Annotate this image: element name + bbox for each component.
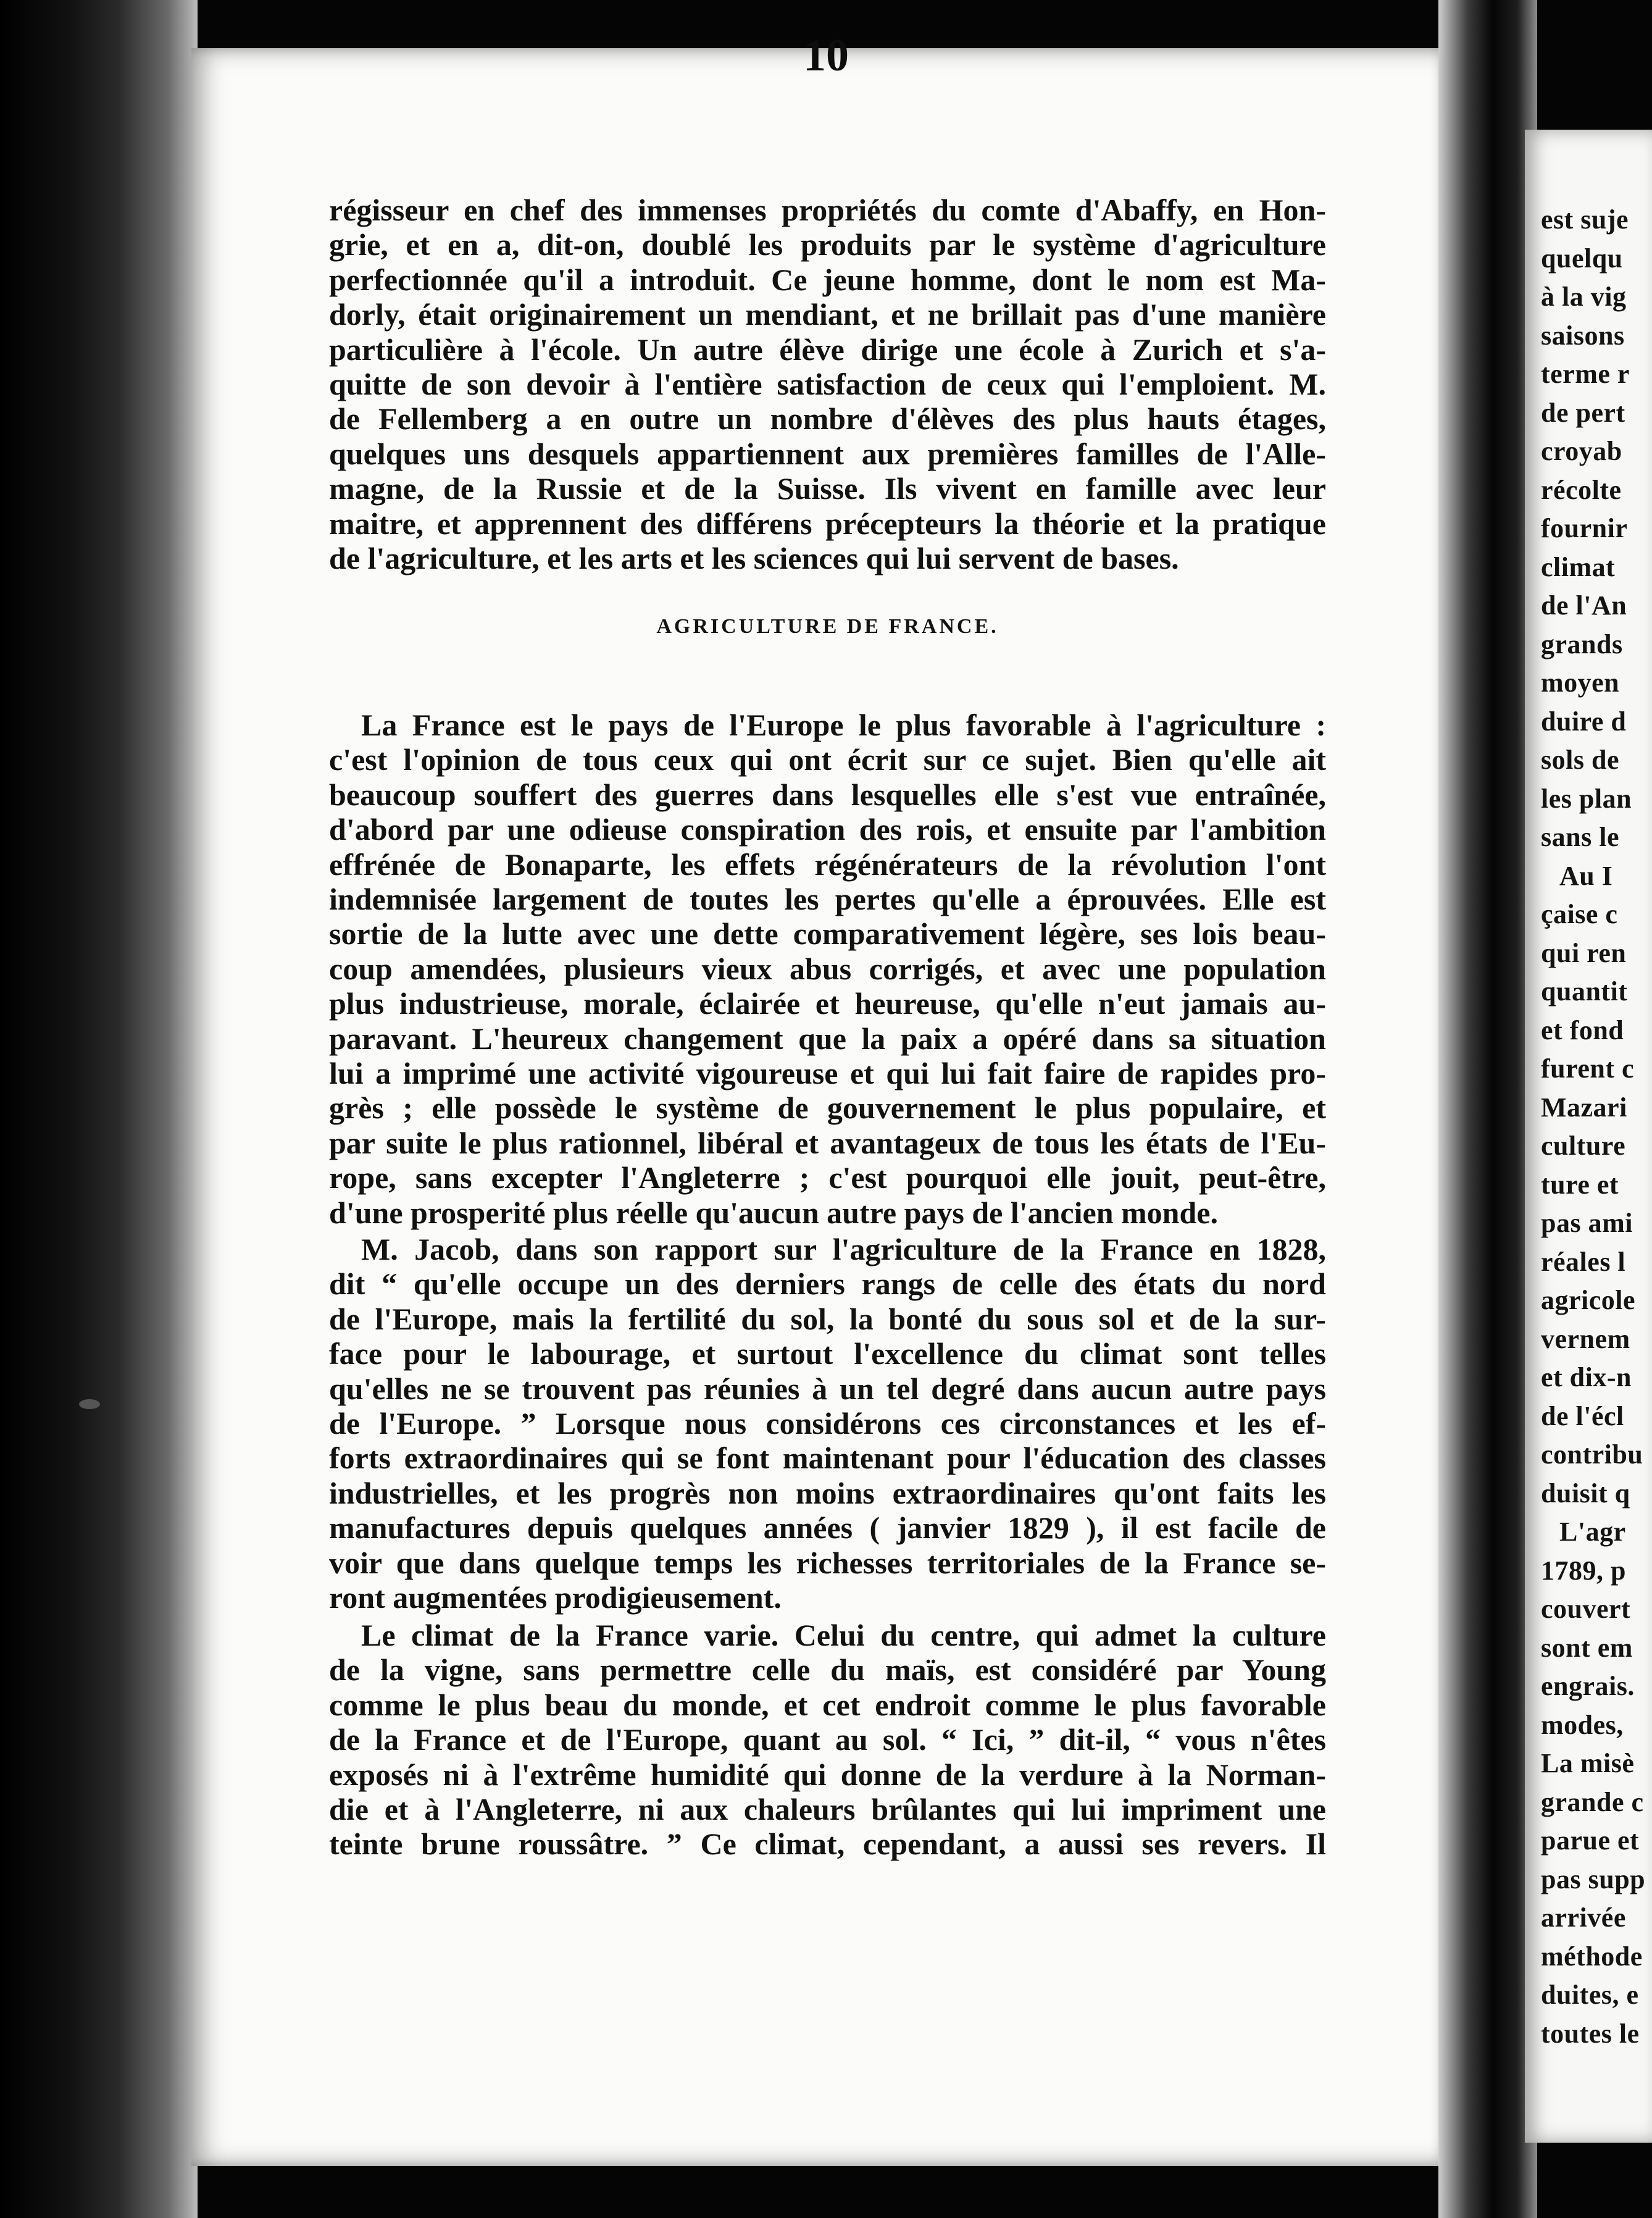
text-line: lui a imprimé une activité vigoureuse et qui lui fait faire de rapides pro-: [329, 1056, 1326, 1090]
text-line: magne, de la Russie et de la Suisse. Ils vivent en famille avec leur: [329, 471, 1326, 506]
next-page-text-fragment: vernem: [1541, 1323, 1630, 1354]
text-line: forts extraordinaires qui se font maintenant pour l'éducation des classes: [329, 1441, 1326, 1476]
next-page-text-fragment: toutes le: [1541, 2018, 1640, 2049]
text-line: qu'elles ne se trouvent pas réunies à un tel degré dans aucun autre pays: [329, 1371, 1326, 1406]
next-page-text-fragment: quelqu: [1541, 243, 1623, 274]
text-line: de l'Europe. ” Lorsque nous considérons ces circonstances et les ef-: [329, 1406, 1326, 1441]
next-page-text-fragment: pas ami: [1541, 1208, 1633, 1238]
next-page-text-fragment: les plan: [1541, 783, 1632, 814]
next-page-text-fragment: grands: [1541, 629, 1623, 659]
text-line: effrénée de Bonaparte, les effets régénérateurs de la révolution l'ont: [329, 847, 1326, 882]
next-page-text-fragment: couvert: [1541, 1594, 1631, 1624]
next-page-text-fragment: récolte: [1541, 474, 1622, 505]
text-line: La France est le pays de l'Europe le plus favorable à l'agriculture :: [361, 708, 1326, 742]
next-page-text-fragment: Mazari: [1541, 1092, 1627, 1123]
text-line: de Fellemberg a en outre un nombre d'élèves des plus hauts étages,: [329, 401, 1326, 437]
next-page-text-fragment: engrais.: [1541, 1671, 1635, 1701]
next-page-text-fragment: culture: [1541, 1131, 1626, 1161]
text-line: de la vigne, sans permettre celle du maïs, est considéré par Young: [329, 1652, 1326, 1688]
scan-speck: [79, 1399, 100, 1409]
next-page-text-fragment: L'agr: [1559, 1517, 1626, 1547]
next-page-text-fragment: fournir: [1541, 513, 1628, 543]
next-page-text-fragment: moyen: [1541, 667, 1620, 698]
book-binding-shadow: [0, 0, 198, 2218]
next-page-text-fragment: est suje: [1541, 204, 1629, 235]
text-line: perfectionnée qu'il a introduit. Ce jeune homme, dont le nom est Ma-: [329, 262, 1326, 297]
text-line: dit “ qu'elle occupe un des derniers rangs de celle des états du nord: [329, 1266, 1326, 1302]
text-line: die et à l'Angleterre, ni aux chaleurs brûlantes qui lui impriment une: [329, 1792, 1326, 1827]
next-page-text-fragment: furent c: [1541, 1053, 1635, 1084]
next-page-text-fragment: pas supp: [1541, 1864, 1646, 1894]
next-page-text-fragment: duites, e: [1541, 1980, 1639, 2010]
next-page-text-fragment: agricole: [1541, 1285, 1636, 1315]
next-page-text-fragment: quantit: [1541, 976, 1628, 1006]
text-line: comme le plus beau du monde, et cet endroit comme le plus favorable: [329, 1687, 1326, 1722]
text-line: plus industrieuse, morale, éclairée et heureuse, qu'elle n'eut jamais au-: [329, 986, 1326, 1021]
next-page-text-fragment: sols de: [1541, 745, 1619, 775]
next-page-text-fragment: et dix-n: [1541, 1362, 1632, 1392]
text-line: par suite le plus rationnel, libéral et avantageux de tous les états de l'Eu-: [329, 1125, 1326, 1160]
next-page-fragment: [1525, 130, 1652, 2143]
next-page-text-fragment: duire d: [1541, 706, 1627, 737]
text-line: de l'agriculture, et les arts et les sciences qui lui servent de bases.: [329, 541, 1179, 575]
text-line: teinte brune roussâtre. ” Ce climat, cependant, a aussi ses revers. Il: [329, 1827, 1326, 1862]
text-line: maitre, et apprennent des différens précepteurs la théorie et la pratique: [329, 506, 1326, 541]
page-number: 10: [803, 30, 849, 81]
text-line: grès ; elle possède le système de gouvernement le plus populaire, et: [329, 1090, 1326, 1126]
next-page-text-fragment: de pert: [1541, 397, 1625, 428]
next-page-text-fragment: modes,: [1541, 1709, 1624, 1740]
text-line: beaucoup souffert des guerres dans lesquelles elle s'est vue entraînée,: [329, 777, 1326, 812]
text-line: M. Jacob, dans son rapport sur l'agriculture de la France en 1828,: [361, 1232, 1326, 1266]
text-line: coup amendées, plusieurs vieux abus corrigés, et avec une population: [329, 951, 1326, 986]
next-page-text-fragment: duisit q: [1541, 1478, 1630, 1509]
next-page-text-fragment: parue et: [1541, 1825, 1640, 1856]
book-gutter: [1438, 0, 1537, 2218]
next-page-text-fragment: çaise c: [1541, 899, 1618, 929]
next-page-text-fragment: réales l: [1541, 1246, 1626, 1277]
next-page-text-fragment: et fond: [1541, 1015, 1624, 1045]
text-line: quelques uns desquels appartiennent aux premières familles de l'Alle-: [329, 436, 1326, 471]
next-page-text-fragment: contribu: [1541, 1439, 1643, 1470]
next-page-text-fragment: Au I: [1559, 860, 1613, 891]
next-page-text-fragment: terme r: [1541, 359, 1630, 389]
next-page-text-fragment: arrivée: [1541, 1902, 1626, 1933]
text-line: d'une prosperité plus réelle qu'aucun autre pays de l'ancien monde.: [329, 1195, 1218, 1230]
text-line: d'abord par une odieuse conspiration des rois, et ensuite par l'ambition: [329, 812, 1326, 847]
next-page-text-fragment: qui ren: [1541, 937, 1627, 968]
next-page-text-fragment: climat: [1541, 551, 1616, 582]
text-line: Le climat de la France varie. Celui du centre, qui admet la culture: [361, 1618, 1326, 1652]
text-line: de la France et de l'Europe, quant au sol. “ Ici, ” dit-il, “ vous n'êtes: [329, 1722, 1326, 1757]
text-line: particulière à l'école. Un autre élève dirige une école à Zurich et s'a-: [329, 332, 1326, 367]
next-page-text-fragment: sans le: [1541, 822, 1619, 852]
next-page-text-fragment: saisons: [1541, 320, 1625, 351]
next-page-text-fragment: ture et: [1541, 1169, 1619, 1200]
next-page-text-fragment: à la vig: [1541, 282, 1627, 312]
section-heading: AGRICULTURE DE FRANCE.: [656, 615, 999, 638]
text-line: c'est l'opinion de tous ceux qui ont écrit sur ce sujet. Bien qu'elle ait: [329, 742, 1326, 777]
next-page-text-fragment: de l'An: [1541, 590, 1627, 621]
text-line: industrielles, et les progrès non moins extraordinaires qu'ont faits les: [329, 1475, 1326, 1510]
text-line: rope, sans excepter l'Angleterre ; c'est pourquoi elle jouit, peut-être,: [329, 1160, 1326, 1195]
next-page-text-fragment: croyab: [1541, 436, 1622, 466]
next-page-text-fragment: 1789, p: [1541, 1555, 1626, 1586]
text-line: de l'Europe, mais la fertilité du sol, la bonté du sous sol et de la sur-: [329, 1301, 1326, 1336]
next-page-text-fragment: sont em: [1541, 1632, 1633, 1663]
text-line: manufactures depuis quelques années ( janvier 1829 ), il est facile de: [329, 1510, 1326, 1546]
text-line: voir que dans quelque temps les richesses territoriales de la France se-: [329, 1545, 1326, 1580]
next-page-text-fragment: méthode: [1541, 1941, 1643, 1972]
next-page-text-fragment: La misè: [1541, 1748, 1635, 1778]
text-line: grie, et en a, dit-on, doublé les produits par le système d'agriculture: [329, 227, 1326, 262]
text-line: exposés ni à l'extrême humidité qui donne de la verdure à la Norman-: [329, 1757, 1326, 1792]
text-line: dorly, était originairement un mendiant, et ne brillait pas d'une manière: [329, 297, 1326, 332]
text-line: quitte de son devoir à l'entière satisfaction de ceux qui l'emploient. M.: [329, 367, 1326, 401]
text-line: face pour le labourage, et surtout l'excellence du climat sont telles: [329, 1336, 1326, 1371]
text-line: ront augmentées prodigieusement.: [329, 1580, 782, 1615]
text-line: indemnisée largement de toutes les pertes qu'elle a éprouvées. Elle est: [329, 882, 1326, 916]
next-page-text-fragment: grande c: [1541, 1786, 1644, 1817]
next-page-text-fragment: de l'écl: [1541, 1400, 1624, 1431]
text-line: sortie de la lutte avec une dette comparativement légère, ses lois beau-: [329, 916, 1326, 952]
text-line: régisseur en chef des immenses propriétés du comte d'Abaffy, en Hon-: [329, 193, 1326, 227]
text-line: paravant. L'heureux changement que la paix a opéré dans sa situation: [329, 1021, 1326, 1056]
